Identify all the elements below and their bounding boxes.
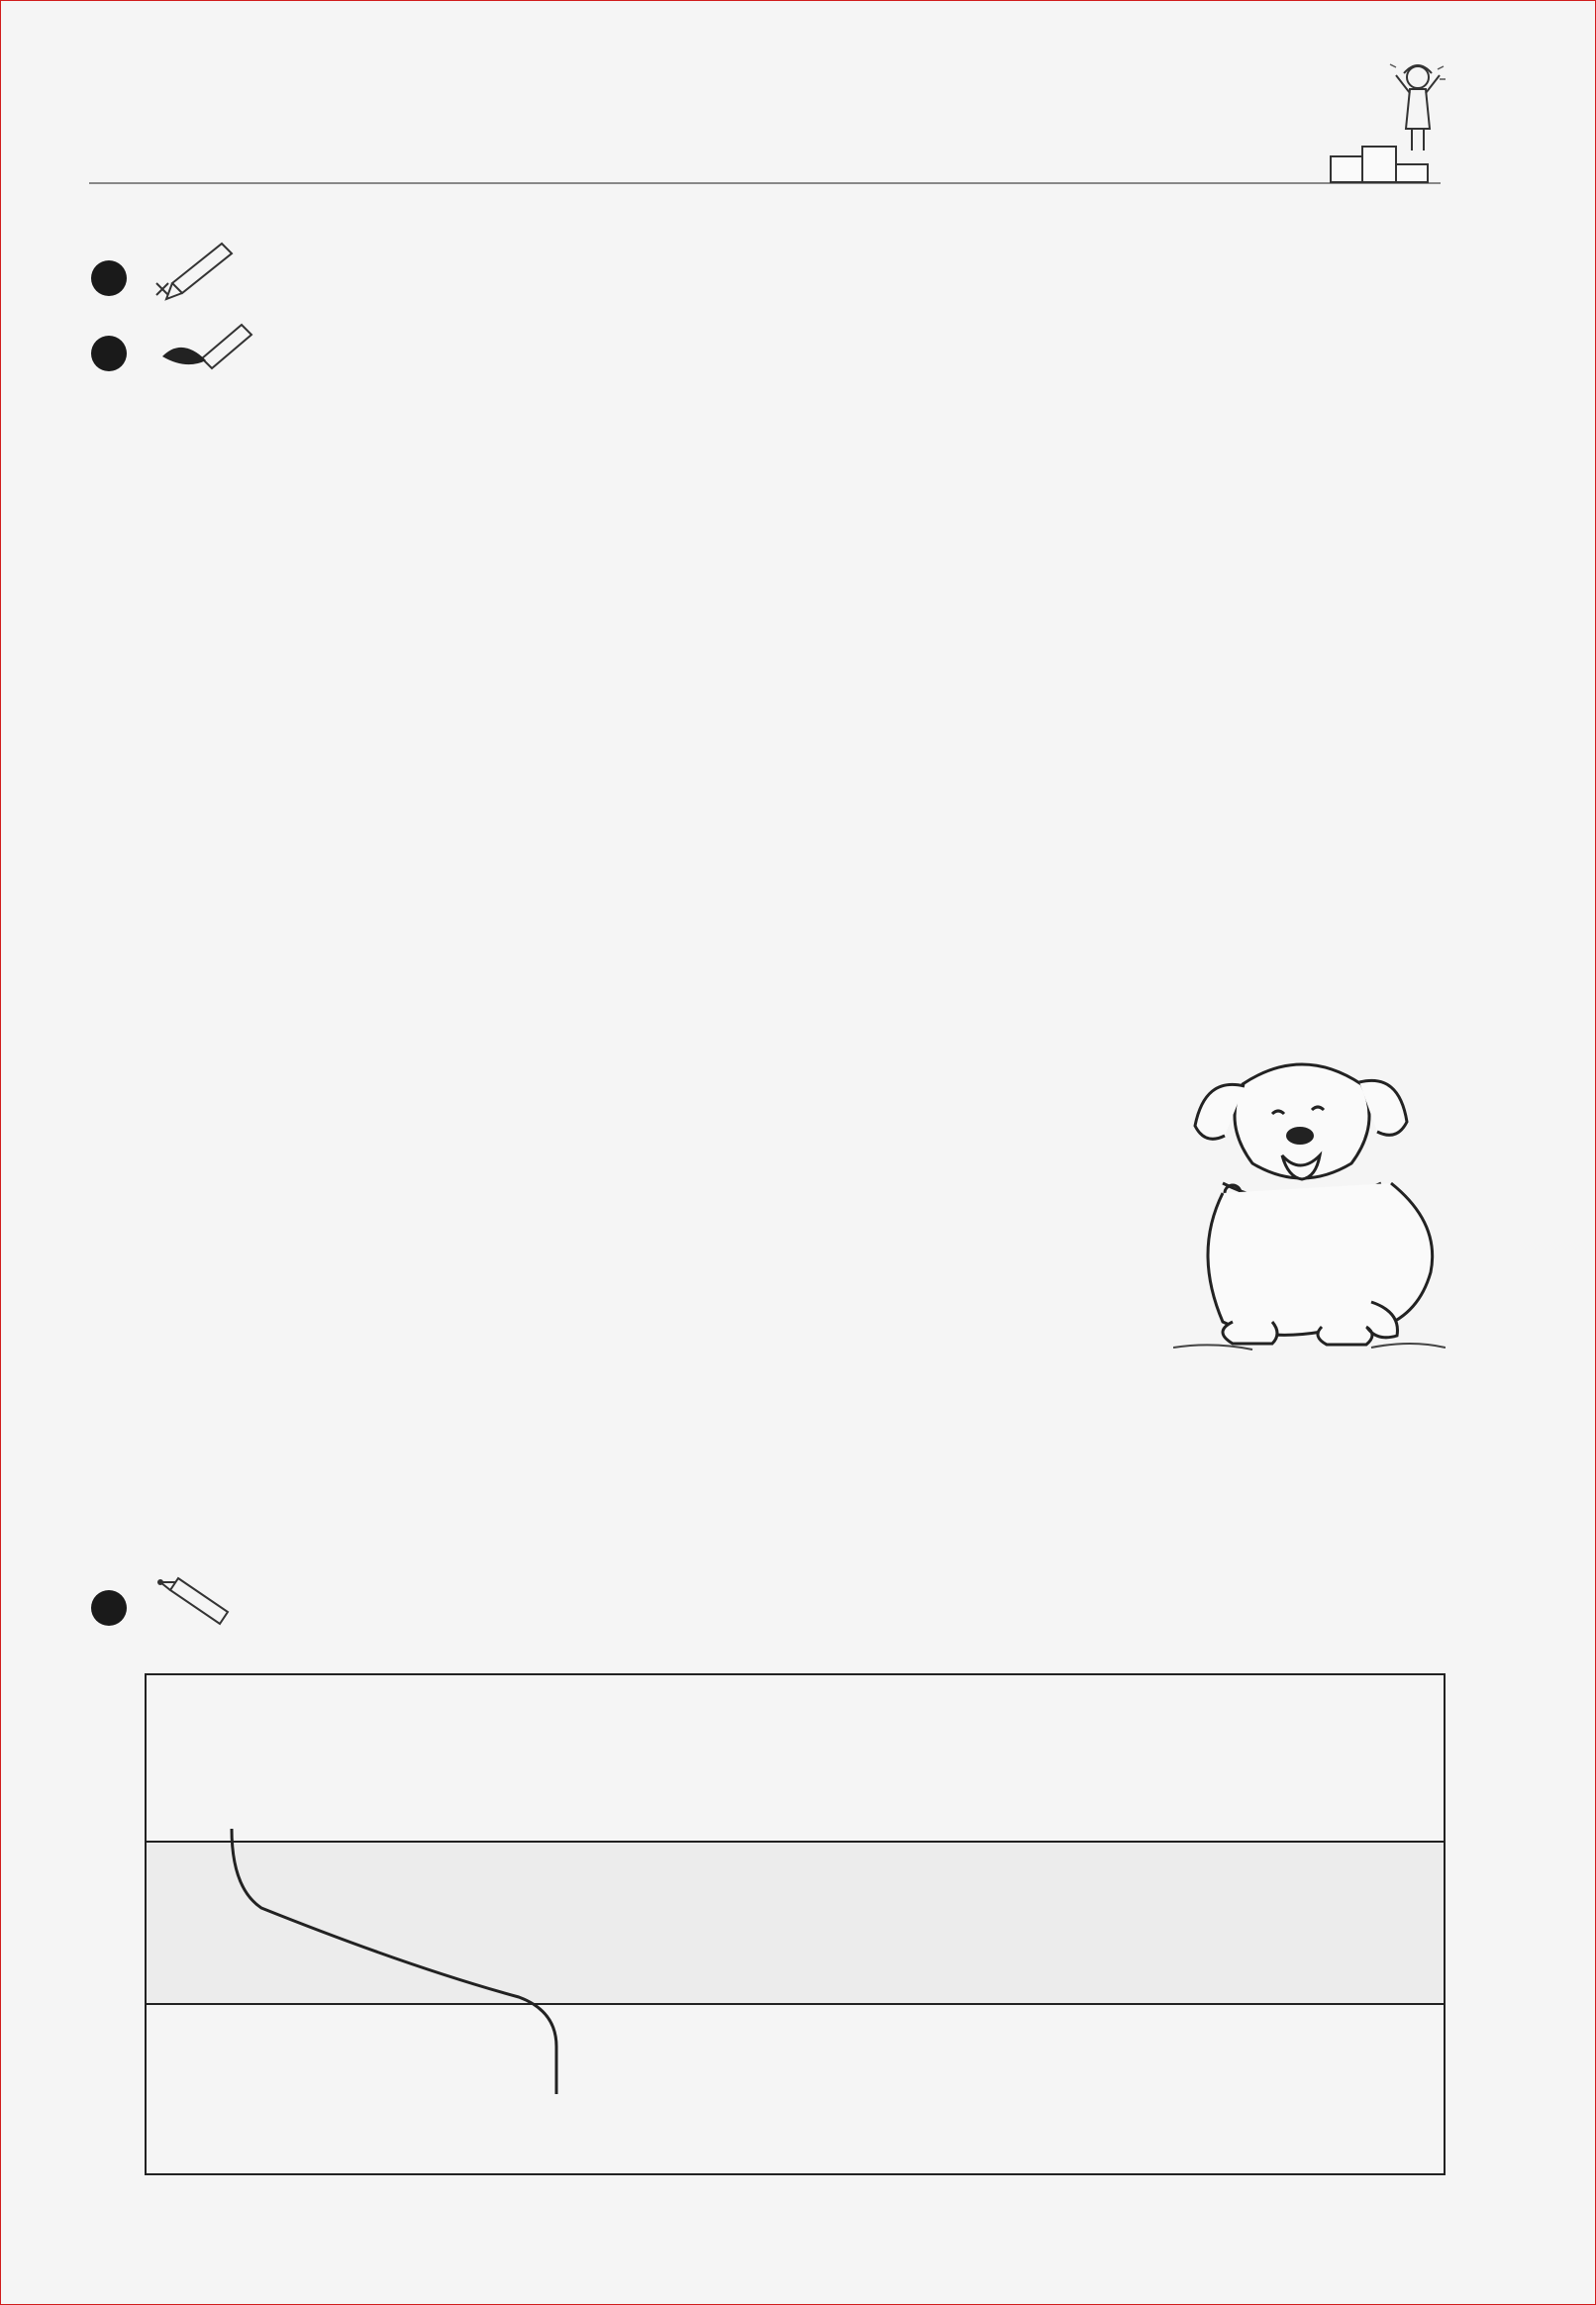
- pencil-cross-icon: [152, 234, 242, 303]
- pencil-coloring-icon: [152, 309, 261, 378]
- task-1: [91, 253, 242, 303]
- matching-table: [145, 1673, 1446, 2175]
- dog-illustration: [1173, 1054, 1446, 1371]
- task-number-1: [91, 260, 127, 296]
- task-number-2: [91, 336, 127, 371]
- task-number-3: [91, 1590, 127, 1626]
- task-3: [91, 1578, 244, 1638]
- podium-girl-illustration: [1327, 57, 1446, 186]
- pencil-line-icon: [154, 1568, 244, 1638]
- task-2: [91, 329, 261, 378]
- example-connection-line: [147, 1675, 1444, 2173]
- title-underline: [89, 182, 1441, 184]
